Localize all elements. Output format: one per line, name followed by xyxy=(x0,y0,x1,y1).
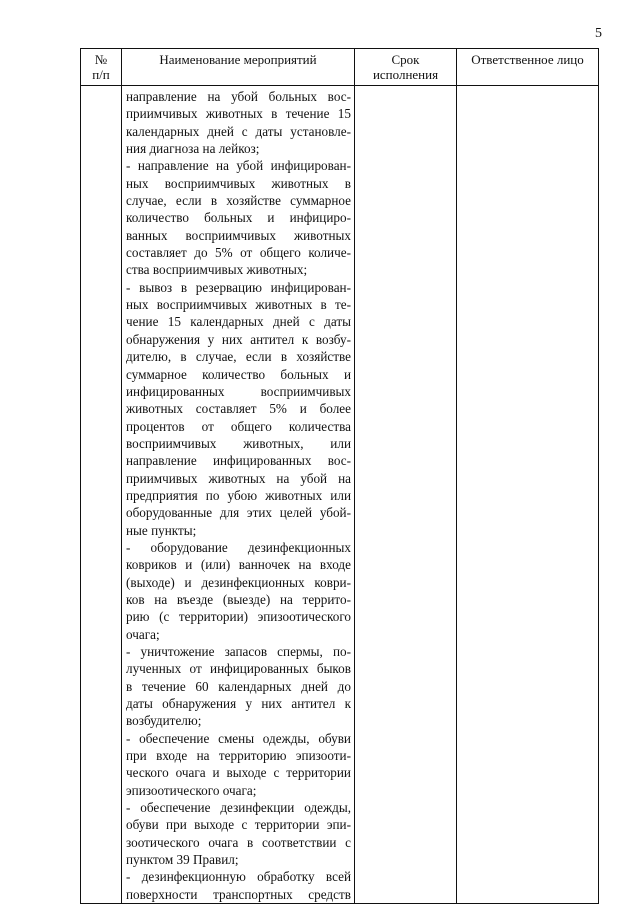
measure-text-line: ства восприимчивых животных; xyxy=(126,262,308,278)
header-num xyxy=(81,49,122,86)
measure-text-line: направление на убой больных вос- xyxy=(126,89,351,104)
measure-text-line: ных восприимчивых животных в xyxy=(126,175,351,191)
header-responsible xyxy=(457,49,599,86)
measure-text-line: пунктом 39 Правил; xyxy=(126,852,239,868)
measure-text-line: эпизоотического очага; xyxy=(126,782,257,798)
measure-text-line: - направление на убой инфицирован- xyxy=(126,158,351,174)
measure-text-line: животных составляет 5% и более xyxy=(126,401,351,417)
header-term-line-1: Срок xyxy=(391,52,420,67)
measure-text-line: обуви при выходе с территории эпи- xyxy=(126,817,351,833)
measure-text-line: инфицированных восприимчивых xyxy=(126,383,351,399)
measure-text-line: - вывоз в резервацию инфицирован- xyxy=(126,279,351,295)
measures-table xyxy=(80,48,599,904)
measure-text-line: - оборудование дезинфекционных xyxy=(126,539,351,555)
measure-text-line: (выходе) и дезинфекционных коври- xyxy=(126,574,351,590)
measure-text-line: суммарное количество больных и xyxy=(126,366,351,382)
measure-text-line: предприятия по убою животных или xyxy=(126,487,351,503)
measure-text-line: - дезинфекционную обработку всей xyxy=(126,869,351,885)
measure-text-line: ческого очага и выходе с территории xyxy=(126,765,351,781)
header-num-line-2: п/п xyxy=(92,67,110,82)
cell-term xyxy=(355,86,457,904)
measure-text-line: в течение 60 календарных дней до xyxy=(126,678,351,694)
measure-text-line: лученных от инфицированных быков xyxy=(126,661,351,677)
cell-responsible xyxy=(457,86,599,904)
page-number: 5 xyxy=(595,26,602,41)
measure-text-line: количество больных и инфициро- xyxy=(126,210,351,226)
measure-text-line: случае, если в хозяйстве суммарное xyxy=(126,193,351,209)
cell-measure-text xyxy=(122,86,355,904)
measure-text-line: ных восприимчивых животных в те- xyxy=(126,297,351,313)
measure-text-line: оборудованные для этих целей убой- xyxy=(126,505,351,521)
header-term-line-2: исполнения xyxy=(372,67,439,82)
measure-text-line: даты обнаружения у них антител к xyxy=(126,696,351,712)
measure-text-line: чение 15 календарных дней с даты xyxy=(126,314,351,330)
measure-text-line: зоотического очага в соответствии с xyxy=(126,834,351,850)
measure-text-line: ния диагноза на лейкоз; xyxy=(126,141,260,157)
measure-text-line: обнаружения у них антител к возбу- xyxy=(126,331,351,347)
measure-text-line: - обеспечение смены одежды, обуви xyxy=(126,730,351,746)
table-header-row xyxy=(81,49,599,86)
header-name xyxy=(122,49,355,86)
measure-text-line: ковриков и (или) ванночек на входе xyxy=(126,557,351,573)
header-term xyxy=(355,49,457,86)
measure-text-line: - обеспечение дезинфекции одежды, xyxy=(126,800,351,816)
measure-text-line: возбудителю; xyxy=(126,713,202,729)
header-num-line-1: № xyxy=(94,52,108,67)
header-name-label: Наименование мероприятий xyxy=(159,52,317,67)
measure-text-line: приимчивых животных на убой на xyxy=(126,470,351,486)
measure-text-line: ков на въезде (выезде) на террито- xyxy=(126,591,351,607)
table-row xyxy=(81,86,599,904)
measure-text-line: очага; xyxy=(126,626,160,642)
measure-text-line: ванных восприимчивых животных xyxy=(126,227,351,243)
measure-text-line: процентов от общего количества xyxy=(126,418,351,434)
measure-text-line: календарных дней с даты установле- xyxy=(126,123,351,139)
measure-text-line: ные пункты; xyxy=(126,522,197,538)
header-responsible-label: Ответственное лицо xyxy=(471,52,584,67)
measure-text-line: - уничтожение запасов спермы, по- xyxy=(126,644,351,659)
measure-text-line: при входе на территорию эпизооти- xyxy=(126,748,351,764)
measure-text-line: рию (с территории) эпизоотического xyxy=(126,609,351,625)
measure-text-line: приимчивых животных в течение 15 xyxy=(126,106,351,122)
measure-text-line: направление инфицированных вос- xyxy=(126,453,351,469)
measure-text-line: восприимчивых животных, или xyxy=(126,435,351,451)
measure-text-line: составляет до 5% от общего количе- xyxy=(126,245,351,261)
measure-text-line: дителю, в случае, если в хозяйстве xyxy=(126,349,351,365)
measure-text-line: поверхности транспортных средств xyxy=(126,886,351,902)
cell-num xyxy=(81,86,122,904)
